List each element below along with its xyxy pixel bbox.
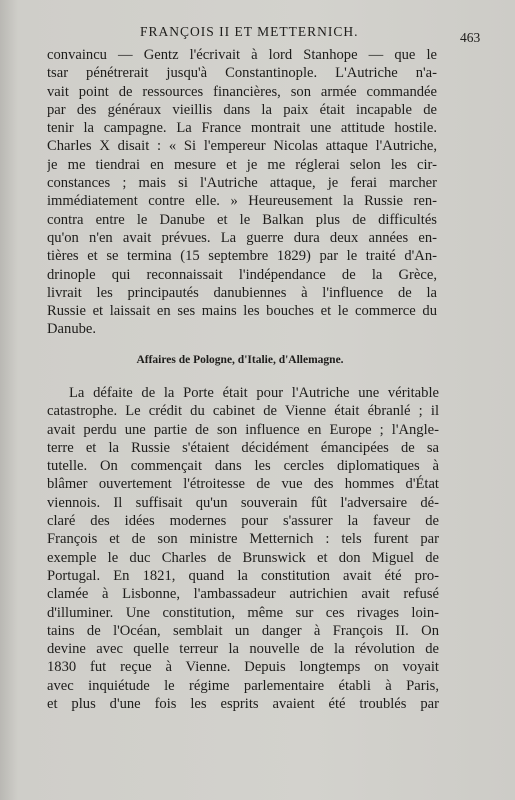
text-line: tutelle. On commençait dans les cercles diplomatiques à <box>47 458 439 475</box>
text-line: livrait les principautés danubiennes à l'influence de la <box>47 284 437 301</box>
text-line: Danube. <box>47 321 97 338</box>
text-line: avec inquiétude le régime parlementaire établi à Paris, <box>47 677 439 694</box>
text-line: je me tiendrai en mesure et je me réglerai selon les cir- <box>47 156 437 173</box>
text-line: viennois. Il suffisait qu'un souverain fût l'adversaire dé- <box>47 494 439 511</box>
text-line: et plus d'une fois les esprits avaient été troublés par <box>47 696 439 713</box>
text-line: d'illuminer. Une constitution, même sur ces rivages loin- <box>47 604 439 621</box>
text-line: drinople qui reconnaissait l'indépendance de la Grèce, <box>47 266 437 283</box>
text-line: convaincu — Gentz l'écrivait à lord Stanhope — que le <box>47 47 437 63</box>
running-title: FRANÇOIS II ET METTERNICH. <box>140 24 359 39</box>
text-line: tières et se termina (15 septembre 1829) par le traité d'An- <box>47 248 437 265</box>
text-line: Portugal. En 1821, quand la constitution avait été pro- <box>47 567 439 584</box>
text-line: tsar pénétrerait jusqu'à Constantinople. L'Autriche n'a- <box>47 65 437 82</box>
paragraph-top <box>47 46 437 339</box>
text-line: claré des idées modernes pour s'assurer la faveur de <box>47 513 439 530</box>
section-heading: Affaires de Pologne, d'Italie, d'Allemagne. <box>136 354 344 366</box>
paragraph-bottom <box>47 384 439 713</box>
text-line: exemple le duc Charles de Brunswick et don Miguel de <box>47 549 439 566</box>
text-line: Russie et laissait en ses mains les bouches et le commerce du <box>47 303 437 320</box>
page-number: 463 <box>460 30 481 45</box>
text-line: constances ; mais si l'Autriche attaque, je ferai marcher <box>47 175 437 192</box>
running-head <box>0 24 515 44</box>
text-line: tains de l'Océan, semblait un danger à François II. On <box>47 622 439 639</box>
text-line: clamée à Lisbonne, l'ambassadeur autrichien avait refusé <box>47 586 439 603</box>
text-line: contra entre le Danube et le Balkan plus de difficultés <box>47 211 437 228</box>
text-line: vait point de ressources financières, son armée commandée <box>47 83 437 100</box>
text-line: blâmer ouvertement l'étroitesse de vue des hommes d'État <box>47 476 439 493</box>
text-line: immédiatement contre elle. » Heureusement la Russie ren- <box>47 193 437 210</box>
text-line: tenir la campagne. La France montrait une attitude hostile. <box>47 120 437 137</box>
text-line: avait perdu une partie de son influence en Europe ; l'Angle- <box>47 421 439 438</box>
text-line: Charles X disait : « Si l'empereur Nicolas attaque l'Autriche, <box>47 138 437 155</box>
text-line: qu'on n'en avait prévues. La guerre dura deux années en- <box>47 229 437 246</box>
text-line: La défaite de la Porte était pour l'Autriche une véritable <box>69 385 439 401</box>
text-line: 1830 fut reçue à Vienne. Depuis longtemps on voyait <box>47 659 439 676</box>
text-line: devine avec quelle terreur la nouvelle de la révolution de <box>47 641 439 658</box>
text-line: catastrophe. Le crédit du cabinet de Vienne était ébranlé ; il <box>47 403 439 420</box>
text-line: François et de son ministre Metternich : tels furent par <box>47 531 439 548</box>
text-line: par des généraux vieillis dans la paix était incapable de <box>47 101 437 118</box>
text-line: terre et la Russie s'étaient décidément émancipées de sa <box>47 439 439 456</box>
